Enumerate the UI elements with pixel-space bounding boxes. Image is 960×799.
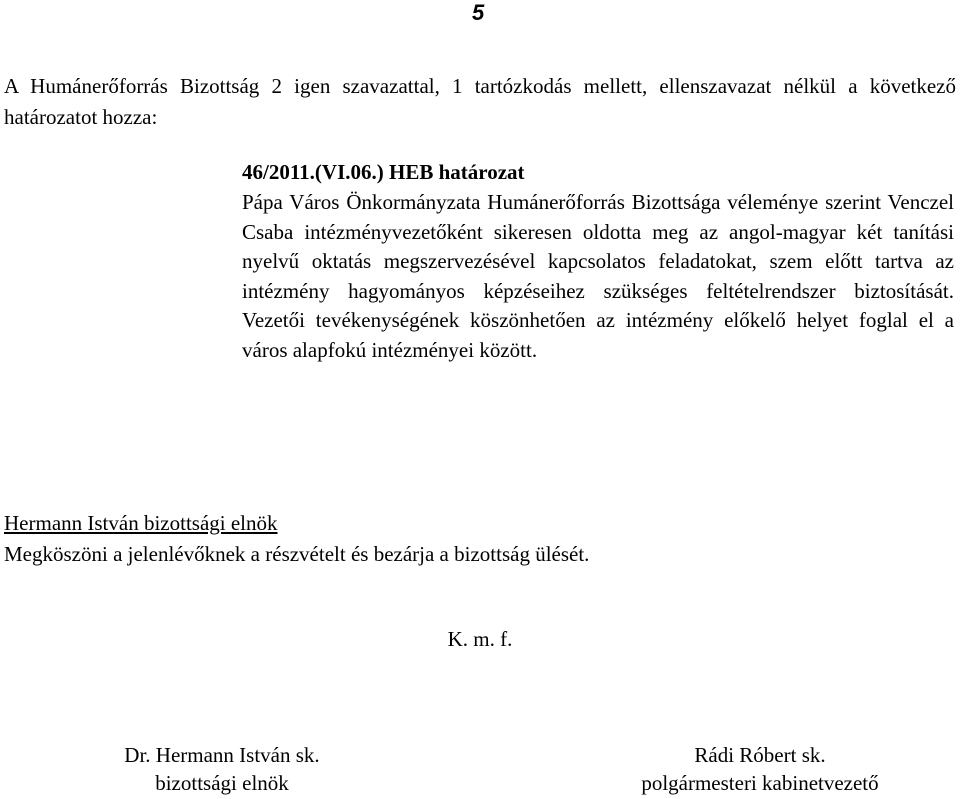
signature-right-title: polgármesteri kabinetvezető <box>641 771 879 795</box>
resolution-block <box>242 157 954 365</box>
signature-left-name: Dr. Hermann István sk. <box>124 743 320 767</box>
signature-right-name: Rádi Róbert sk. <box>694 743 826 767</box>
signature-left-title: bizottsági elnök <box>155 771 289 795</box>
chair-name: Hermann István bizottsági elnök <box>4 511 278 535</box>
page-number: 5 <box>472 0 485 25</box>
signature-left <box>100 741 344 797</box>
resolution-body: Pápa Város Önkormányzata Humánerőforrás Bizottsága véleménye szerint Venczel Csaba intézményvezetőként sikeresen oldotta meg az angol-magyar két tanítási nyelvű oktatás megszervezésével kapcsolatos feladatokat, szem előtt tartva az intézmény hagyományos képzéseihez szükséges feltételrendszer biztosítását. Vezetői tevékenységének köszönhetően az intézmény előkelő helyet foglal el a város alapfokú intézményei között. <box>242 190 954 362</box>
chair-block <box>4 508 956 570</box>
intro-paragraph: A Humánerőforrás Bizottság 2 igen szavazattal, 1 tartózkodás mellett, ellenszavazat nélkül a következő határozatot hozza: <box>4 74 956 129</box>
signature-right <box>608 741 912 797</box>
resolution-title: 46/2011.(VI.06.) HEB határozat <box>242 160 525 184</box>
kmf-line: K. m. f. <box>447 627 513 651</box>
closing-statement: Megköszöni a jelenlévőknek a részvételt és bezárja a bizottság ülését. <box>4 542 590 566</box>
